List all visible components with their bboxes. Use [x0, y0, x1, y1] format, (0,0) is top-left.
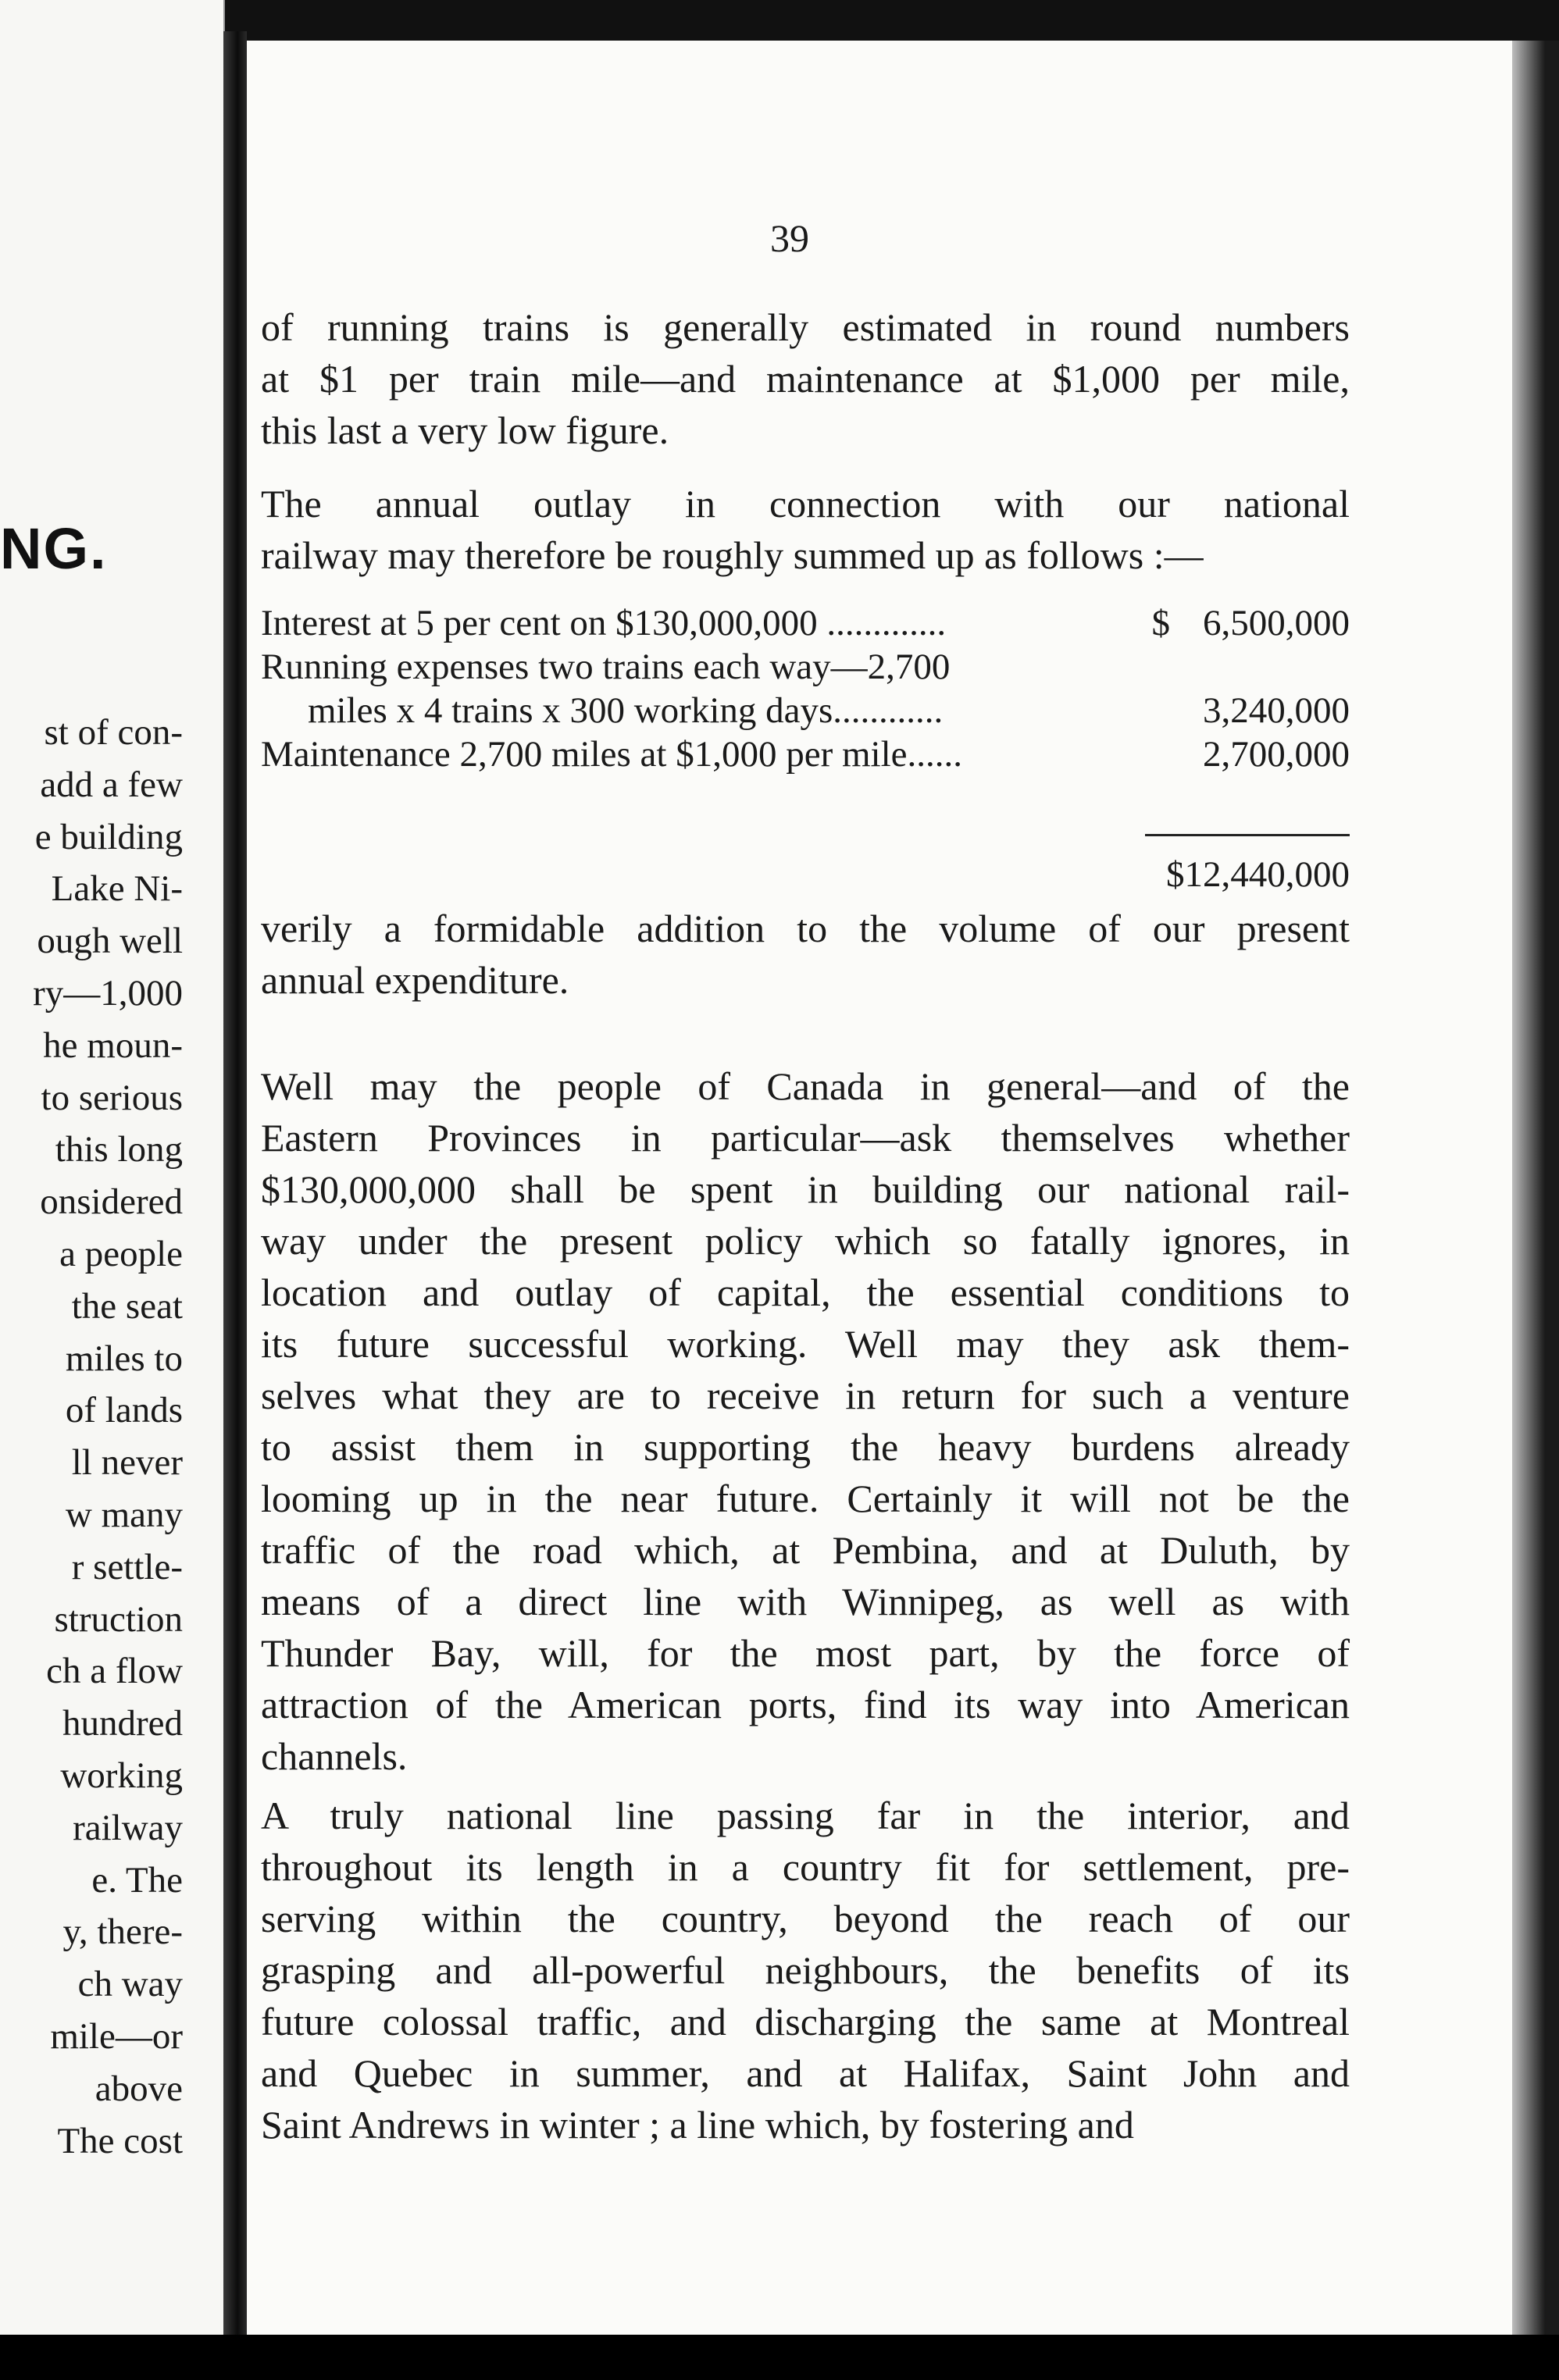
text-line: attraction of the American ports, find its way into American — [261, 1683, 1350, 1726]
text-line: of running trains is generally estimated in round numbers — [261, 305, 1350, 349]
paragraph-5 — [261, 1790, 1350, 2150]
page-number: 39 — [770, 216, 809, 260]
text-line: its future successful working. Well may they ask them- — [261, 1322, 1350, 1366]
left-text-line: railway — [73, 1807, 183, 1848]
text-line: selves what they are to receive in return for such a venture — [261, 1373, 1350, 1417]
left-text-line: r settle- — [71, 1546, 183, 1587]
text-line: annual expenditure. — [261, 958, 569, 1002]
left-text-line: working — [60, 1755, 183, 1796]
left-page-heading-fragment: NG. — [0, 516, 108, 581]
left-text-line: ll never — [71, 1442, 183, 1484]
paragraph-4 — [261, 1060, 1350, 1782]
left-text-line: of lands — [65, 1390, 183, 1431]
text-line: $130,000,000 shall be spent in building our national rail- — [261, 1167, 1350, 1211]
text-line: A truly national line passing far in the interior, and — [261, 1794, 1350, 1837]
left-text-line: he moun- — [43, 1024, 183, 1066]
ledger-row-running-cont — [261, 689, 1350, 732]
ledger-total: $12,440,000 — [1166, 854, 1350, 895]
left-page-text — [0, 707, 183, 2167]
left-text-line: w many — [65, 1494, 183, 1535]
ledger-amount: 3,240,000 — [1203, 690, 1350, 731]
text-line: throughout its length in a country fit for settlement, pre- — [261, 1845, 1350, 1889]
left-text-line: y, there- — [62, 1911, 183, 1953]
text-line: The annual outlay in connection with our national — [261, 482, 1350, 526]
left-text-line: ough well — [37, 921, 183, 962]
text-line: to assist them in supporting the heavy burdens already — [261, 1425, 1350, 1469]
ledger-row-interest — [261, 601, 1350, 645]
text-line: Eastern Provinces in particular—ask themselves whether — [261, 1116, 1350, 1160]
text-line: channels. — [261, 1734, 408, 1778]
left-text-line: e. The — [91, 1859, 183, 1901]
text-line: way under the present policy which so fatally ignores, in — [261, 1219, 1350, 1263]
ledger-amount: 2,700,000 — [1203, 734, 1350, 775]
left-page — [0, 0, 225, 2335]
text-line: railway may therefore be roughly summed up as follows :— — [261, 533, 1204, 577]
ledger-amount: 6,500,000 — [1203, 603, 1350, 643]
left-text-line: The cost — [57, 2120, 183, 2161]
left-text-line: ch a flow — [46, 1651, 183, 1692]
left-text-line: e building — [34, 816, 183, 857]
text-line: Thunder Bay, will, for the most part, by the force of — [261, 1631, 1350, 1675]
expense-ledger — [261, 601, 1350, 895]
text-line: and Quebec in summer, and at Halifax, Saint John and — [261, 2051, 1350, 2095]
text-line: grasping and all-powerful neighbours, the benefits of its — [261, 1948, 1350, 1992]
left-text-line: the seat — [71, 1285, 183, 1327]
text-line: looming up in the near future. Certainly it will not be the — [261, 1477, 1350, 1520]
text-line: future colossal traffic, and discharging the same at Montreal — [261, 2000, 1350, 2043]
left-text-line: a people — [59, 1233, 183, 1274]
paragraph-2 — [261, 478, 1350, 581]
text-line: verily a formidable addition to the volume of our present — [261, 907, 1350, 950]
text-line: traffic of the road which, at Pembina, and at Duluth, by — [261, 1528, 1350, 1572]
text-line: Saint Andrews in winter ; a line which, by fostering and — [261, 2103, 1134, 2147]
left-text-line: above — [95, 2068, 183, 2109]
paragraph-1 — [261, 301, 1350, 456]
left-text-line: Lake Ni- — [51, 868, 183, 910]
text-line: means of a direct line with Winnipeg, as well as with — [261, 1580, 1350, 1623]
text-line: at $1 per train mile—and maintenance at $1,000 per mile, — [261, 357, 1350, 401]
ledger-row-maintenance — [261, 732, 1350, 776]
left-text-line: ry—1,000 — [33, 972, 183, 1014]
scan-bottom-border — [0, 2335, 1559, 2380]
book-gutter — [223, 31, 247, 2335]
ledger-desc: Interest at 5 per cent on $130,000,000 ............. — [261, 603, 947, 643]
left-text-line: struction — [54, 1598, 183, 1640]
left-text-line: ch way — [77, 1964, 183, 2005]
left-text-line: miles to — [65, 1338, 183, 1379]
left-text-line: hundred — [62, 1703, 183, 1744]
right-page — [247, 41, 1512, 2335]
text-line: Well may the people of Canada in general—and of the — [261, 1064, 1350, 1108]
ledger-desc: miles x 4 trains x 300 working days............ — [308, 690, 944, 731]
paragraph-3 — [261, 903, 1350, 1006]
left-text-line: to serious — [41, 1077, 183, 1118]
sum-rule — [1145, 834, 1350, 836]
left-text-line: add a few — [40, 764, 183, 805]
left-text-line: onsidered — [40, 1181, 183, 1223]
left-text-line: mile—or — [50, 2015, 183, 2057]
ledger-dollar-sign: $ — [1151, 603, 1170, 643]
left-text-line: this long — [55, 1129, 183, 1170]
page-edge-shadow — [1512, 41, 1559, 2335]
ledger-desc: Running expenses two trains each way—2,700 — [261, 647, 951, 687]
ledger-desc: Maintenance 2,700 miles at $1,000 per mile...... — [261, 734, 963, 775]
text-line: serving within the country, beyond the reach of our — [261, 1897, 1350, 1940]
text-line: location and outlay of capital, the essential conditions to — [261, 1270, 1350, 1314]
text-line: this last a very low figure. — [261, 408, 669, 452]
ledger-row-running — [261, 645, 1350, 689]
left-text-line: st of con- — [44, 712, 183, 753]
